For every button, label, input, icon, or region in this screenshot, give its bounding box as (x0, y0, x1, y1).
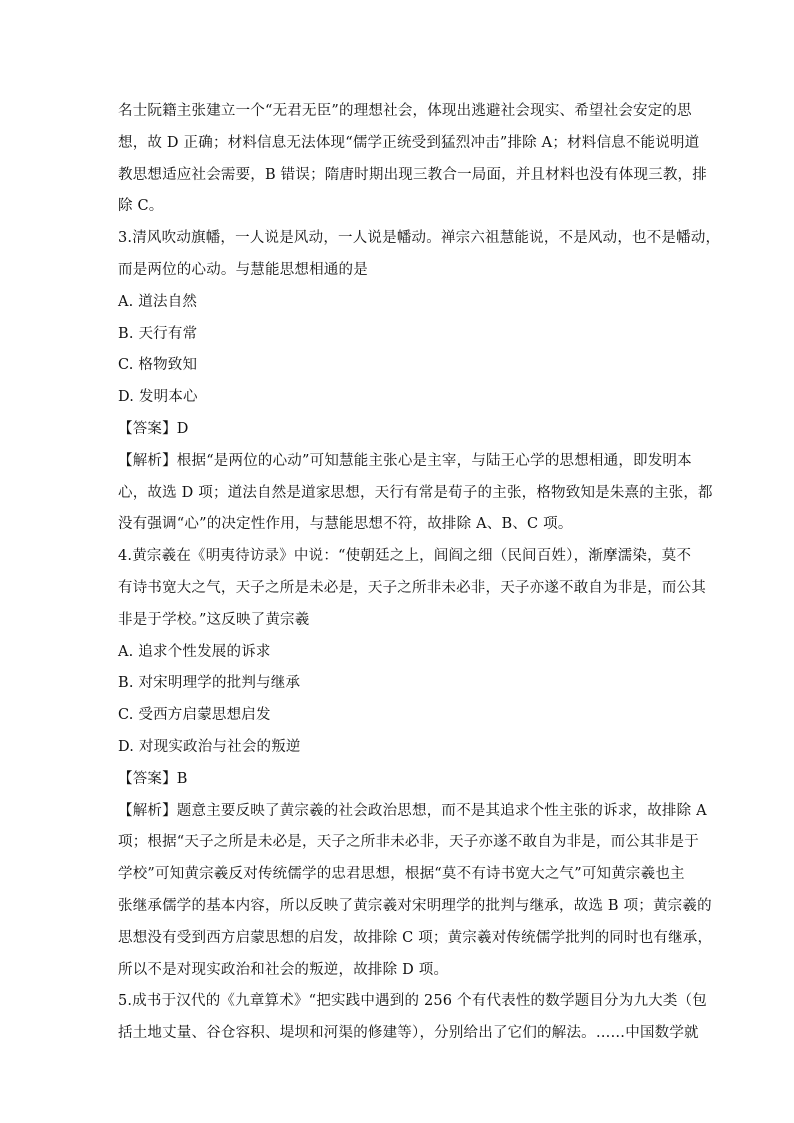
question-4-stem: 4.黄宗羲在《明夷待访录》中说：“使朝廷之上，闾阎之细（民间百姓），渐摩濡染，莫不 (118, 548, 692, 565)
question-3-stem: 而是两位的心动。与慧能思想相通的是 (118, 261, 368, 278)
question-3-stem: 3.清风吹动旗幡，一人说是风动，一人说是幡动。禅宗六祖慧能说，不是风动，也不是幡动， (118, 230, 721, 247)
question-4-explanation: 学校”可知黄宗羲反对传统儒学的忠君思想，根据“莫不有诗书宽大之气”可知黄宗羲也主 (118, 866, 685, 883)
question-3-explanation: 心，故选 D 项；道法自然是道家思想，天行有常是荀子的主张，格物致知是朱熹的主张，都 (118, 484, 713, 501)
question-4-stem: 有诗书宽大之气，天子之所是未必是，天子之所非未必非，天子亦遂不敢自为非是，而公其 (118, 579, 706, 596)
question-4-explanation: 张继承儒学的基本内容，所以反映了黄宗羲对宋明理学的批判与继承，故选 B 项；黄宗羲的 (118, 897, 712, 914)
text-line: 除 C。 (118, 198, 164, 215)
text-line: 想，故 D 正确；材料信息无法体现“儒学正统受到猛烈冲击”排除 A；材料信息不能说明道 (118, 134, 700, 151)
question-3-option-d: D. 发明本心 (118, 389, 198, 406)
question-3-explanation: 【解析】根据“是两位的心动”可知慧能主张心是主宰，与陆王心学的思想相通，即发明本 (118, 452, 692, 469)
question-5-stem: 5.成书于汉代的《九章算术》“把实践中遇到的 256 个有代表性的数学题目分为九大类（包 (118, 993, 707, 1010)
question-4-explanation: 【解析】题意主要反映了黄宗羲的社会政治思想，而不是其追求个性主张的诉求，故排除 A (118, 802, 707, 819)
question-4-option-a: A. 追求个性发展的诉求 (118, 643, 271, 660)
question-4-explanation: 所以不是对现实政治和社会的叛逆，故排除 D 项。 (118, 961, 449, 978)
question-3-option-c: C. 格物致知 (118, 357, 198, 374)
question-3-explanation: 没有强调“心”的决定性作用，与慧能思想不符，故排除 A、B、C 项。 (118, 516, 573, 533)
question-4-stem: 非是于学校。”这反映了黄宗羲 (118, 611, 310, 628)
question-4-option-c: C. 受西方启蒙思想启发 (118, 707, 271, 724)
question-3-answer: 【答案】D (118, 420, 189, 437)
question-3-option-a: A. 道法自然 (118, 293, 198, 310)
question-4-explanation: 项；根据“天子之所是未必是，天子之所非未必非，天子亦遂不敢自为非是，而公其非是于 (118, 834, 699, 851)
question-4-option-b: B. 对宋明理学的批判与继承 (118, 675, 301, 692)
question-4-explanation: 思想没有受到西方启蒙思想的启发，故排除 C 项；黄宗羲对传统儒学批判的同时也有继承， (118, 929, 713, 946)
document-body (118, 96, 721, 1050)
text-line: 名士阮籍主张建立一个“无君无臣”的理想社会，体现出逃避社会现实、希望社会安定的思 (118, 103, 692, 119)
question-3-option-b: B. 天行有常 (118, 325, 198, 342)
question-5-stem: 括土地丈量、谷仓容积、堤坝和河渠的修建等），分别给出了它们的解法。……中国数学就 (118, 1025, 699, 1042)
question-4-answer: 【答案】B (118, 770, 188, 787)
text-line: 教思想适应社会需要，B 错误；隋唐时期出现三教合一局面，并且材料也没有体现三教，排 (118, 166, 707, 183)
question-4-option-d: D. 对现实政治与社会的叛逆 (118, 738, 301, 755)
